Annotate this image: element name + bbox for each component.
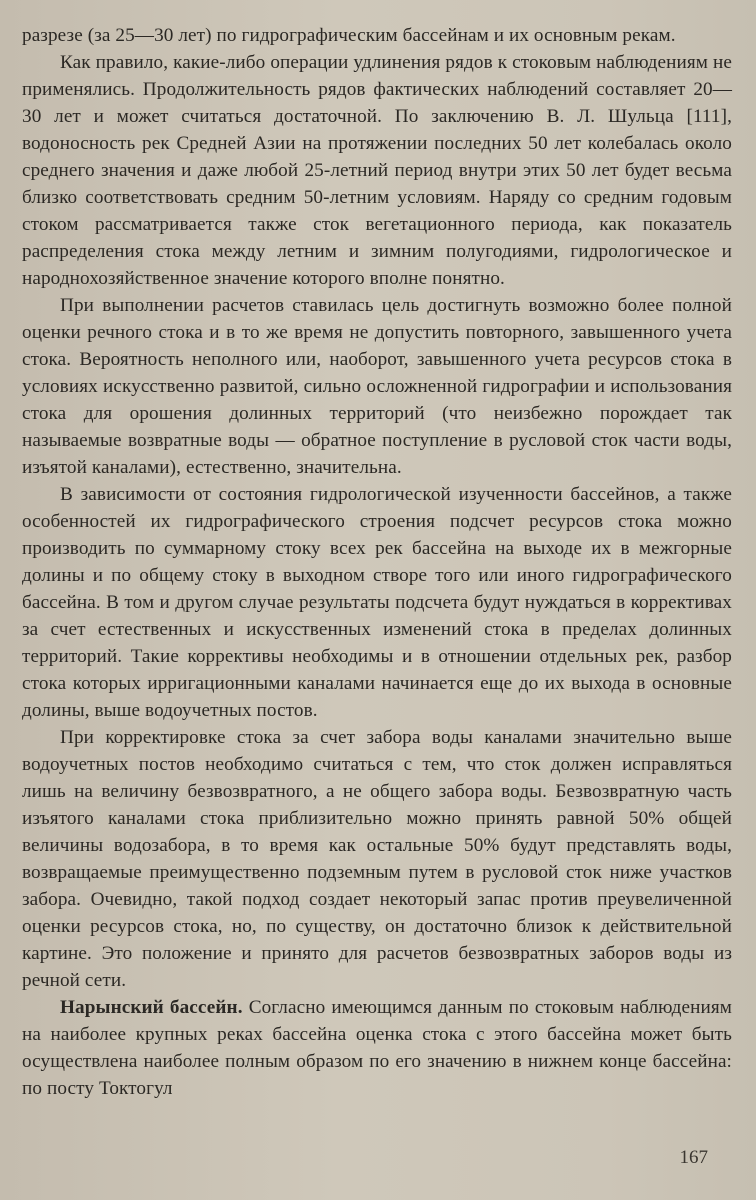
page-number: 167: [679, 1147, 708, 1168]
paragraph-naryn-basin: [22, 994, 732, 1102]
body-text: [22, 22, 732, 1102]
paragraph-flow-correction: При корректировке стока за счет забора воды каналами значительно выше водоучетных постов необходимо считаться с тем, что сток должен исправляться лишь на величину безвозвратного, а не общего забора воды. Безвозвратную часть изъятого каналами стока приблизительно можно принять равной 50% общей величины водозабора, в то время как остальные 50% будут представлять воды, возвращаемые преимущественно подземным путем в русловой сток ниже участков забора. Очевидно, такой подход создает некоторый запас против преувеличенной оценки ресурсов стока, но, по существу, он достаточно близок к действительной картине. Это положение и принято для расчетов безвозвратных заборов воды из речной сети.: [22, 727, 732, 991]
naryn-basin-heading: Нарынский бассейн.: [60, 997, 243, 1018]
paragraph-series-length: Как правило, какие-либо операции удлинения рядов к стоковым наблюдениям не применялись. Продолжительность рядов фактических наблюдений составляет 20—30 лет и может считаться достаточной. По заключению В. Л. Шульца [111], водоносность рек Средней Азии на протяжении последних 50 лет колебалась около среднего значения и даже любой 25-летний период внутри этих 50 лет будет весьма близко соответствовать средним 50-летним условиям. Наряду со средним годовым стоком рассматривается также сток вегетационного периода, как показатель распределения стока между летним и зимним полугодиями, гидрологическое и народнохозяйственное значение которого вполне понятно.: [22, 52, 732, 289]
paragraph-basin-study: В зависимости от состояния гидрологической изученности бассейнов, а также особенностей их гидрографического строения подсчет ресурсов стока можно производить по суммарному стоку всех рек бассейна на выходе их в межгорные долины и по общему стоку в выходном створе того или иного гидрографического бассейна. В том и другом случае результаты подсчета будут нуждаться в коррективах за счет естественных и искусственных изменений стока в пределах долинных территорий. Такие коррективы необходимы и в отношении отдельных рек, разбор стока которых ирригационными каналами начинается еще до их выхода в основные долины, выше водоучетных постов.: [22, 484, 732, 721]
naryn-basin-text: Согласно имеющимся данным по стоковым наблюдениям на наиболее крупных реках бассейна оценка стока с этого бассейна может быть осуществлена наиболее полным образом по его значению в нижнем конце бассейна: по посту Токтогул: [22, 997, 732, 1099]
paragraph-continuation: разрезе (за 25—30 лет) по гидрографическим бассейнам и их основным рекам.: [22, 25, 676, 46]
paragraph-calculation-goal: При выполнении расчетов ставилась цель достигнуть возможно более полной оценки речного стока и в то же время не допустить повторного, завышенного учета стока. Вероятность неполного или, наоборот, завышенного учета ресурсов стока в условиях искусственно развитой, сильно осложненной гидрографии и использования стока для орошения долинных территорий (что неизбежно порождает так называемые возвратные воды — обратное поступление в русловой сток части воды, изъятой каналами), естественно, значительна.: [22, 295, 732, 478]
